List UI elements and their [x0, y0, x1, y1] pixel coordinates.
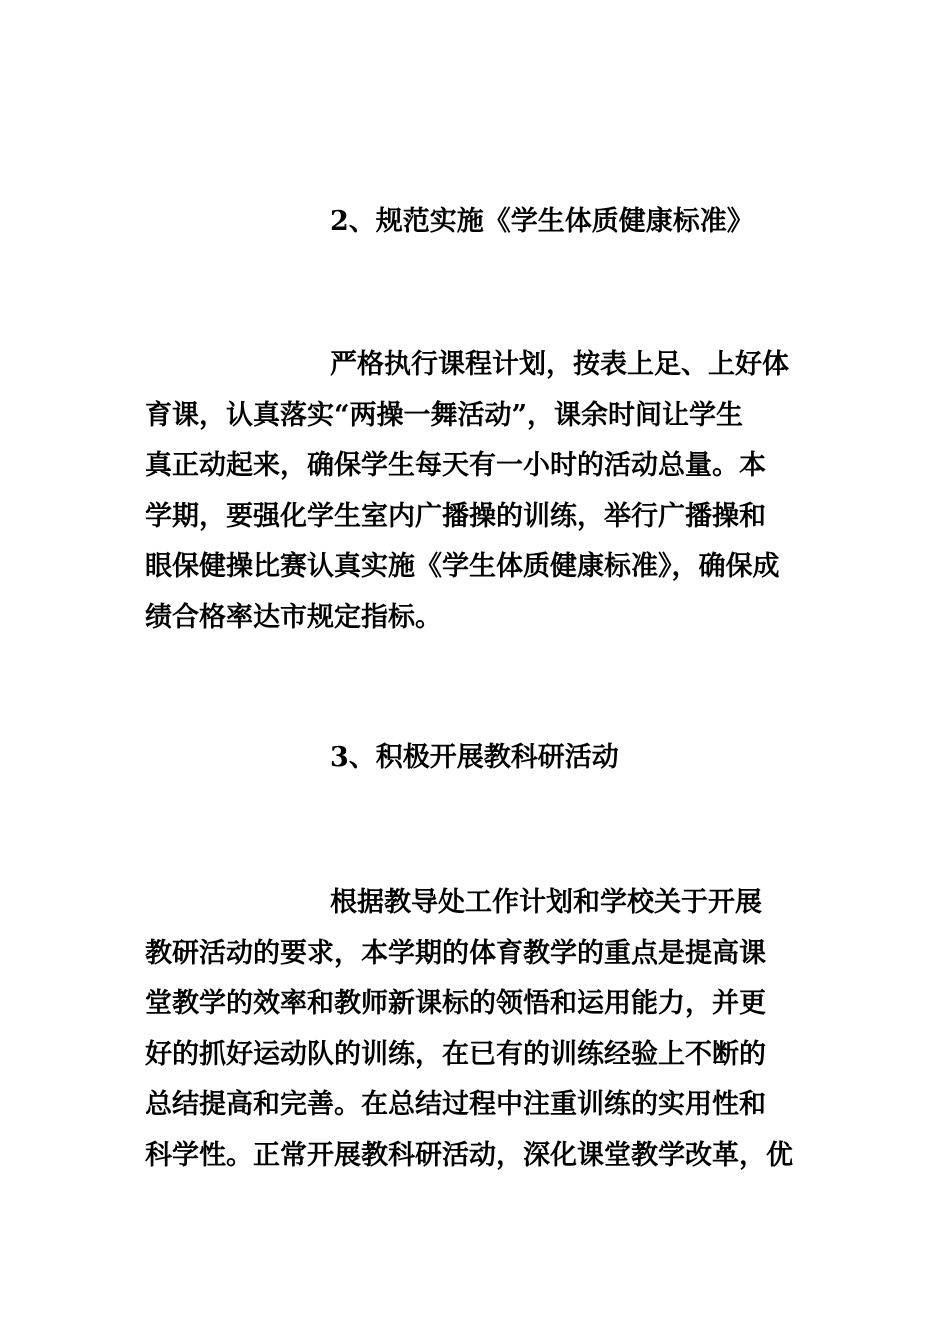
- paragraph-line: 绩合格率达市规定指标。: [145, 601, 442, 633]
- section-heading-3: 3、积极开展教科研活动: [330, 742, 619, 773]
- paragraph-line: 严格执行课程计划，按表上足、上好体: [330, 349, 789, 380]
- section-heading-2: 2、规范实施《学生体质健康标准》: [330, 206, 754, 237]
- paragraph-line: 育课，认真落实“两操一舞活动”，课余时间让学生: [145, 399, 744, 431]
- paragraph-line: 真正动起来，确保学生每天有一小时的活动总量。本: [145, 450, 766, 481]
- paragraph-line: 堂教学的效率和教师新课标的领悟和运用能力，并更: [145, 988, 766, 1019]
- paragraph-line: 科学性。正常开展教科研活动，深化课堂教学改革，优: [145, 1139, 793, 1171]
- paragraph-line: 教研活动的要求，本学期的体育教学的重点是提高课: [145, 937, 766, 969]
- section-paragraph-2: [145, 340, 825, 643]
- paragraph-line: 好的抓好运动队的训练，在已有的训练经验上不断的: [145, 1038, 766, 1070]
- section-paragraph-3: [145, 878, 825, 1181]
- paragraph-line: 眼保健操比赛认真实施《学生体质健康标准》，确保成: [145, 551, 780, 582]
- paragraph-line: 根据教导处工作计划和学校关于开展: [330, 887, 762, 918]
- paragraph-line: 学期，要强化学生室内广播操的训练，举行广播操和: [145, 500, 766, 532]
- paragraph-line: 总结提高和完善。在总结过程中注重训练的实用性和: [145, 1089, 766, 1120]
